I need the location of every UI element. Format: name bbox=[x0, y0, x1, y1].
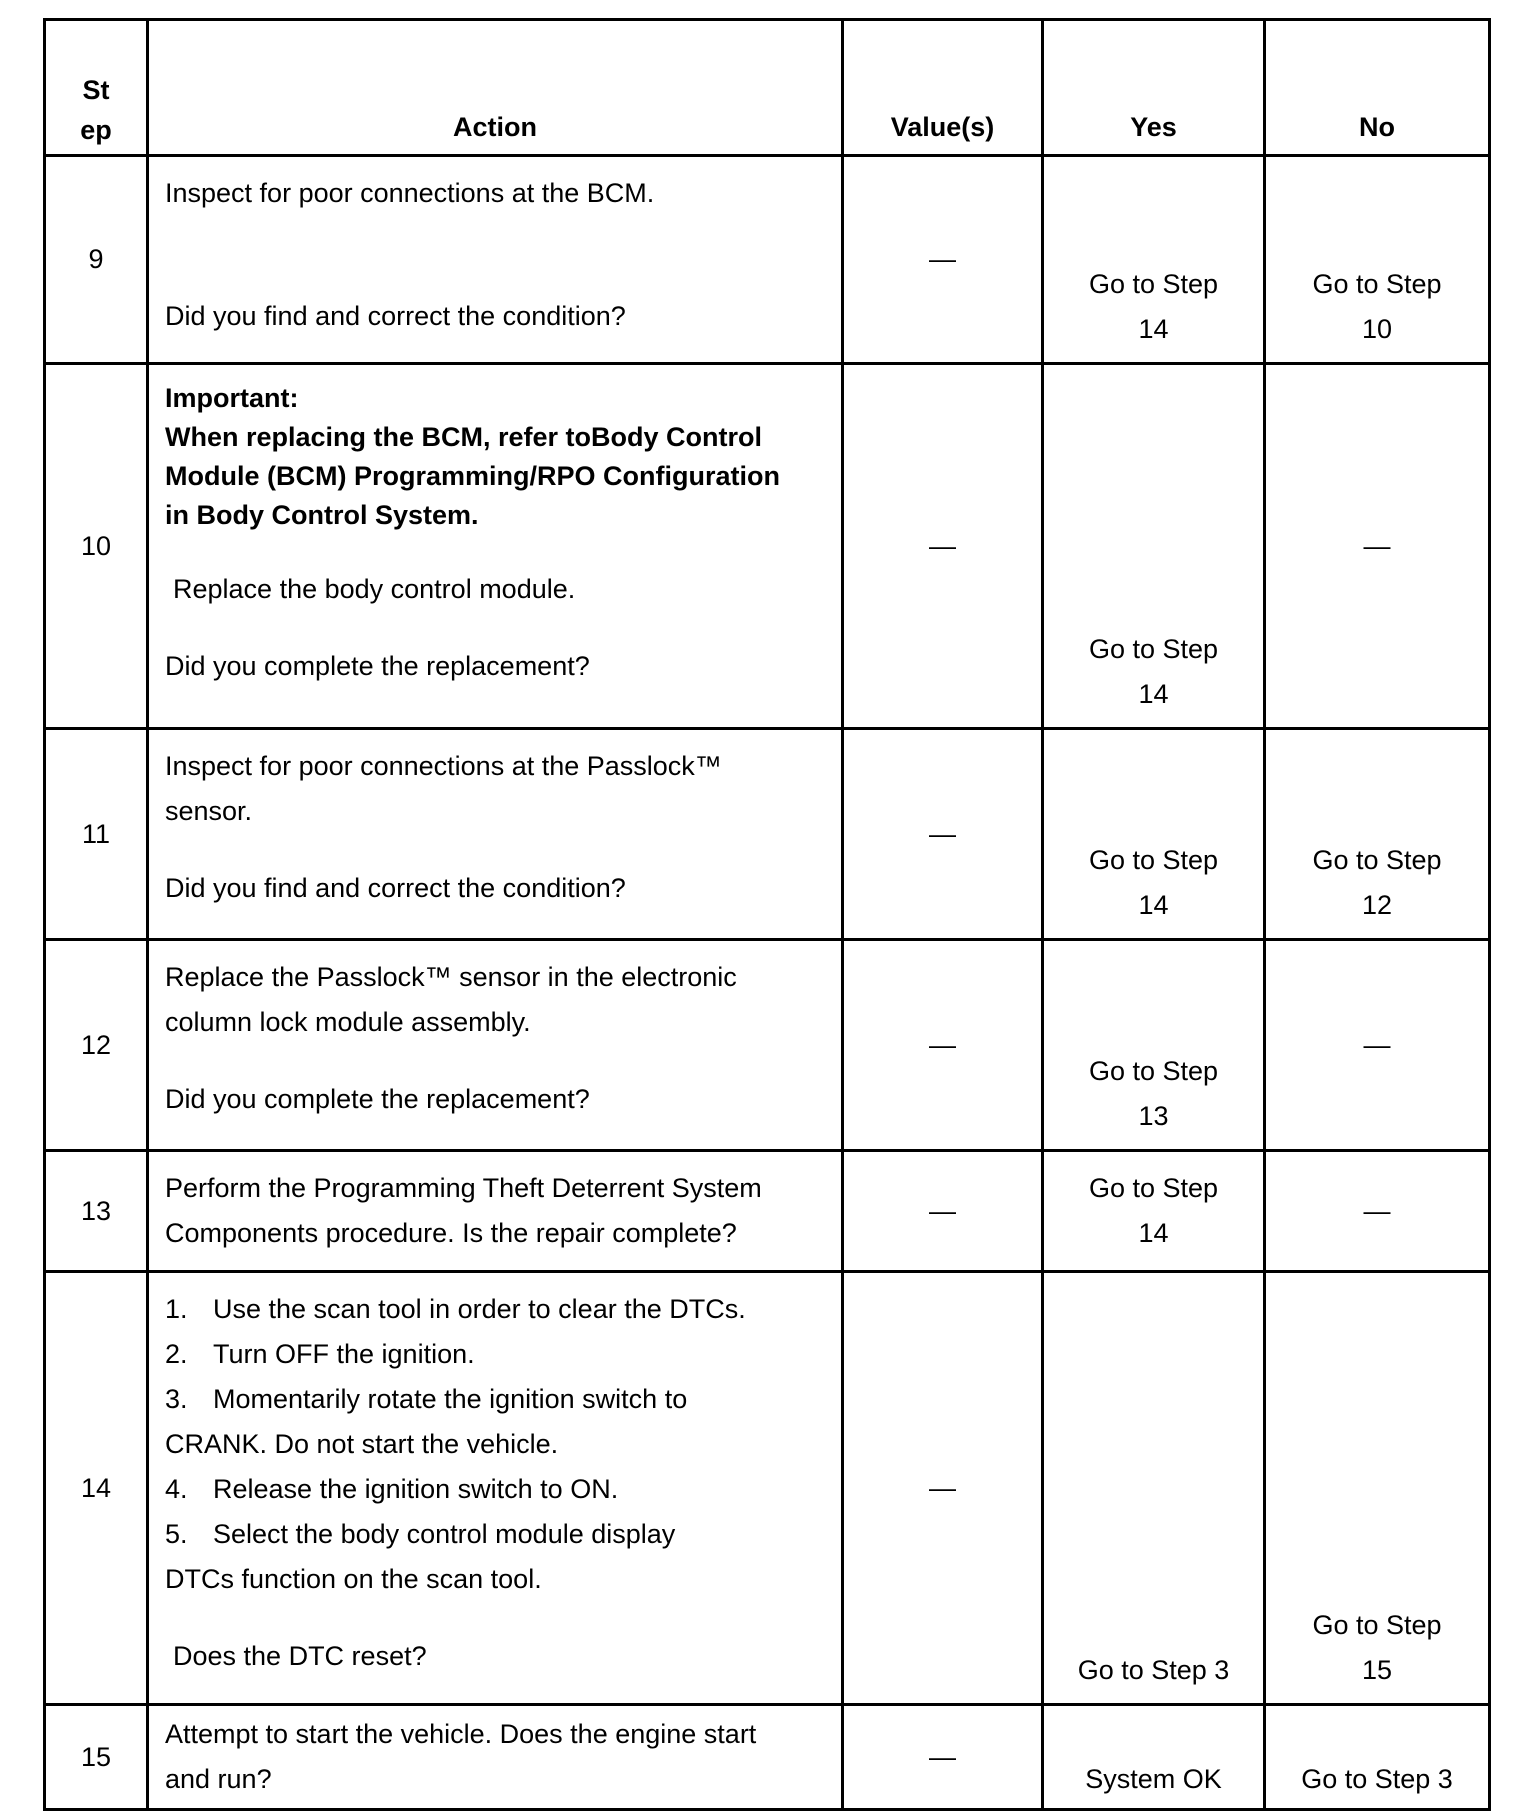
list-item: 4. Release the ignition switch to ON. bbox=[165, 1474, 619, 1504]
action-text: Perform the Programming Theft Deterrent System bbox=[165, 1173, 762, 1203]
yes-link[interactable]: Go to Step bbox=[1088, 634, 1219, 664]
step-number: 14 bbox=[45, 1272, 148, 1705]
table-row bbox=[45, 1151, 1490, 1272]
value-cell: — bbox=[843, 1705, 1043, 1810]
header-action: Action bbox=[148, 20, 843, 156]
yes-cell bbox=[1043, 364, 1265, 729]
no-step[interactable]: 15 bbox=[1361, 1655, 1393, 1685]
yes-result[interactable]: System OK bbox=[1085, 1764, 1222, 1794]
yes-link[interactable]: Go to Step bbox=[1088, 269, 1219, 299]
no-cell: — bbox=[1265, 940, 1490, 1151]
step-number: 12 bbox=[45, 940, 148, 1151]
important-label: Important: bbox=[165, 383, 299, 413]
action-text: Inspect for poor connections at the Passlock™ bbox=[165, 751, 722, 781]
yes-step[interactable]: 13 bbox=[1138, 1101, 1169, 1131]
action-text: Attempt to start the vehicle. Does the engine start bbox=[165, 1719, 757, 1749]
no-link[interactable]: Go to Step bbox=[1312, 845, 1442, 875]
table-row bbox=[45, 1272, 1490, 1705]
table-row bbox=[45, 1705, 1490, 1810]
action-cell bbox=[148, 364, 843, 729]
header-row bbox=[45, 20, 1490, 156]
no-cell bbox=[1265, 729, 1490, 940]
yes-cell bbox=[1043, 940, 1265, 1151]
yes-step[interactable]: 14 bbox=[1138, 1218, 1169, 1248]
yes-step[interactable]: 14 bbox=[1138, 679, 1169, 709]
value-cell: — bbox=[843, 729, 1043, 940]
value-cell: — bbox=[843, 364, 1043, 729]
no-step[interactable]: 10 bbox=[1361, 314, 1393, 344]
table-row bbox=[45, 940, 1490, 1151]
step-number: 11 bbox=[45, 729, 148, 940]
action-cell bbox=[148, 729, 843, 940]
action-text: sensor. bbox=[165, 796, 253, 826]
no-cell bbox=[1265, 1272, 1490, 1705]
no-link[interactable]: Go to Step bbox=[1312, 269, 1442, 299]
list-item: 5. Select the body control module display bbox=[165, 1519, 676, 1549]
header-no: No bbox=[1265, 20, 1490, 156]
yes-cell bbox=[1043, 729, 1265, 940]
action-cell bbox=[148, 1151, 843, 1272]
list-item-continuation: CRANK. Do not start the vehicle. bbox=[165, 1429, 559, 1459]
yes-link[interactable]: Go to Step bbox=[1088, 845, 1219, 875]
yes-link[interactable]: Go to Step bbox=[1088, 1173, 1219, 1203]
yes-link[interactable]: Go to Step 3 bbox=[1077, 1655, 1230, 1685]
diagnostic-table bbox=[43, 18, 1491, 1811]
step-number: 9 bbox=[45, 156, 148, 364]
no-cell: — bbox=[1265, 364, 1490, 729]
yes-cell bbox=[1043, 1151, 1265, 1272]
value-cell: — bbox=[843, 1272, 1043, 1705]
yes-cell bbox=[1043, 1705, 1265, 1810]
important-text: in Body Control System. bbox=[165, 500, 479, 530]
yes-cell bbox=[1043, 1272, 1265, 1705]
list-item: 1. Use the scan tool in order to clear the DTCs. bbox=[165, 1294, 746, 1324]
yes-step[interactable]: 14 bbox=[1138, 890, 1169, 920]
step-number: 10 bbox=[45, 364, 148, 729]
action-question: Did you complete the replacement? bbox=[165, 651, 590, 681]
table-row bbox=[45, 364, 1490, 729]
value-cell: — bbox=[843, 940, 1043, 1151]
action-cell bbox=[148, 1272, 843, 1705]
value-cell: — bbox=[843, 1151, 1043, 1272]
action-question: Did you find and correct the condition? bbox=[165, 301, 626, 331]
no-link[interactable]: Go to Step 3 bbox=[1301, 1764, 1453, 1794]
value-cell: — bbox=[843, 156, 1043, 364]
list-item-continuation: DTCs function on the scan tool. bbox=[165, 1564, 542, 1594]
header-values: Value(s) bbox=[843, 20, 1043, 156]
action-text: Replace the body control module. bbox=[173, 574, 576, 604]
action-question: Components procedure. Is the repair complete? bbox=[165, 1218, 737, 1248]
action-question: Does the DTC reset? bbox=[173, 1641, 427, 1671]
yes-link[interactable]: Go to Step bbox=[1088, 1056, 1219, 1086]
action-text: column lock module assembly. bbox=[165, 1007, 531, 1037]
list-item: 2. Turn OFF the ignition. bbox=[165, 1339, 475, 1369]
action-text: Inspect for poor connections at the BCM. bbox=[165, 178, 655, 208]
action-cell bbox=[148, 156, 843, 364]
no-cell: — bbox=[1265, 1151, 1490, 1272]
step-number: 15 bbox=[45, 1705, 148, 1810]
header-step: St ep bbox=[45, 20, 148, 156]
important-text: When replacing the BCM, refer toBody Control bbox=[165, 422, 763, 452]
no-cell bbox=[1265, 156, 1490, 364]
table-row bbox=[45, 729, 1490, 940]
no-link[interactable]: Go to Step bbox=[1312, 1610, 1442, 1640]
important-text: Module (BCM) Programming/RPO Configuration bbox=[165, 461, 780, 491]
yes-step[interactable]: 14 bbox=[1138, 314, 1169, 344]
no-cell bbox=[1265, 1705, 1490, 1810]
step-number: 13 bbox=[45, 1151, 148, 1272]
action-text: Replace the Passlock™ sensor in the electronic bbox=[165, 962, 737, 992]
action-question: and run? bbox=[165, 1764, 272, 1794]
action-cell bbox=[148, 940, 843, 1151]
action-cell bbox=[148, 1705, 843, 1810]
yes-cell bbox=[1043, 156, 1265, 364]
header-yes: Yes bbox=[1043, 20, 1265, 156]
action-question: Did you complete the replacement? bbox=[165, 1084, 590, 1114]
no-step[interactable]: 12 bbox=[1361, 890, 1393, 920]
action-question: Did you find and correct the condition? bbox=[165, 873, 626, 903]
table-row bbox=[45, 156, 1490, 364]
list-item: 3. Momentarily rotate the ignition switch to bbox=[165, 1384, 688, 1414]
